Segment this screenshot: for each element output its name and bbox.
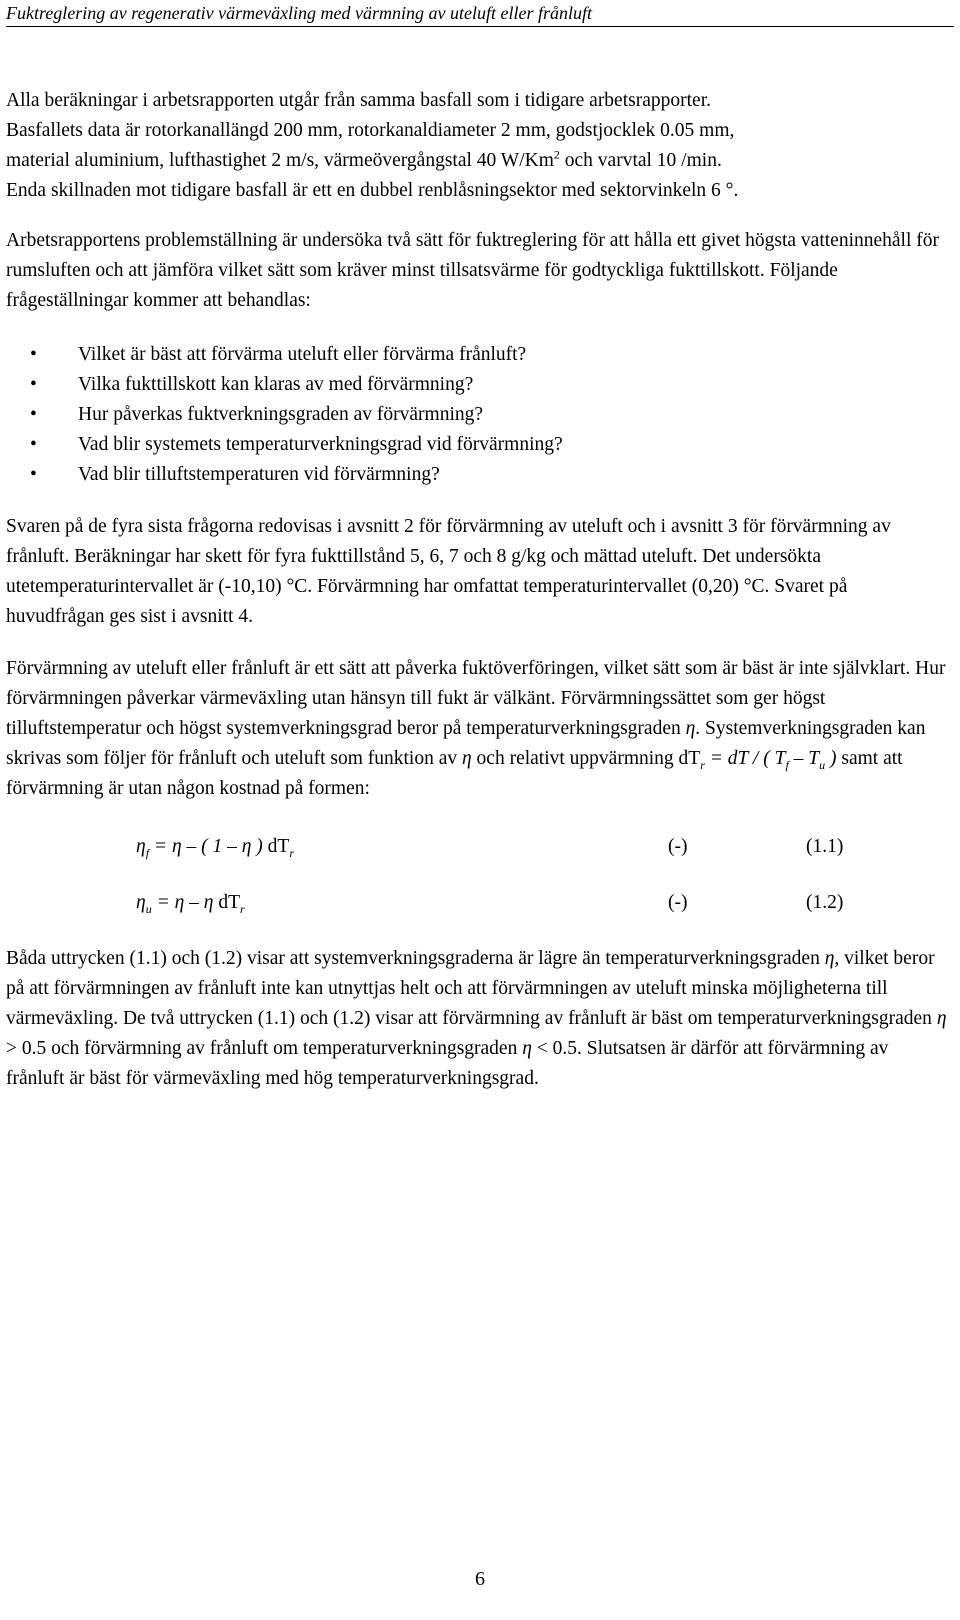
subscript: f <box>785 757 789 772</box>
intro-text: och varvtal 10 /min. <box>559 150 722 171</box>
answers-paragraph: Svaren på de fyra sista frågorna redovisas i avsnitt 2 för förvärmning av uteluft och i avsnitt 3 för förvärmning av frånluft. Beräkningar har skett för fyra fukttillstånd 5, 6, 7 och 8 g/kg och mättad uteluft. Det undersökta utetemperaturintervallet är (-10,10) °C. Förvärmning har omfattat temperaturintervallet (0,20) °C. Svaret på huvudfrågan ges sist i avsnitt 4. <box>6 516 891 627</box>
text-run: . Systemverkningsgraden kan skrivas som följer för frånluft och uteluft som funktion av <box>6 718 926 769</box>
eta-symbol: η <box>461 748 472 769</box>
intro-text: material aluminium, lufthastighet 2 m/s, värmeövergångstal 40 W/Km <box>6 150 554 171</box>
conclusion-paragraph <box>6 944 950 1094</box>
text-run: < 0.5. Slutsatsen är därför att förvärmning av frånluft är bäst för värmeväxling med hög temperaturverkningsgrad. <box>6 1038 889 1089</box>
subscript: u <box>819 757 826 772</box>
text-run: > 0.5 och förvärmning av frånluft om temperaturverkningsgraden <box>6 1038 523 1059</box>
text-run: samt att förvärmning är utan någon kostnad på formen: <box>6 748 903 799</box>
equation-number: (1.1) <box>806 836 844 857</box>
equation-unit: (-) <box>668 836 688 857</box>
bullet-icon: • <box>30 464 37 485</box>
eta-symbol: η <box>685 718 696 739</box>
page-body <box>6 86 950 1094</box>
eta-symbol: η <box>824 948 835 969</box>
list-item <box>6 400 950 430</box>
equation-1-2 <box>6 888 950 944</box>
bullet-icon: • <box>30 374 37 395</box>
inline-formula: = dT / ( T <box>704 748 786 769</box>
bullet-icon: • <box>30 344 37 365</box>
bullet-icon: • <box>30 434 37 455</box>
intro-line: Alla beräkningar i arbetsrapporten utgår från samma basfall som i tidigare arbetsrapporter. <box>6 90 711 111</box>
equation-1-1 <box>6 832 950 888</box>
page-number: 6 <box>475 1568 485 1590</box>
intro-line <box>6 146 950 176</box>
problem-paragraph: Arbetsrapportens problemställning är undersöka två sätt för fuktreglering för att hålla ett givet högsta vatteninnehåll för rumsluften och att jämföra vilket sätt som kräver minst tillsatsvärme för godtyckliga fukttillskott. Följande frågeställningar kommer att behandlas: <box>6 230 940 311</box>
list-item <box>6 430 950 460</box>
list-item-text: Vad blir tilluftstemperaturen vid förvärmning? <box>78 464 440 485</box>
intro-line: Basfallets data är rotorkanallängd 200 mm, rotorkanaldiameter 2 mm, godstjocklek 0.05 mm, <box>6 120 735 141</box>
preheat-paragraph <box>6 654 950 804</box>
subscript: r <box>700 757 705 772</box>
intro-line: Enda skillnaden mot tidigare basfall är ett en dubbel renblåsningsektor med sektorvinkeln 6 °. <box>6 180 739 201</box>
text-run: Båda uttrycken (1.1) och (1.2) visar att systemverkningsgraderna är lägre än temperaturverkningsgraden <box>6 948 825 969</box>
equation-formula: $\eta_u = \eta - \eta$ $dT_r$ <box>136 892 245 916</box>
list-item-text: Hur påverkas fuktverkningsgraden av förvärmning? <box>78 404 484 425</box>
eta-symbol: η <box>522 1038 532 1059</box>
list-item-text: Vilka fukttillskott kan klaras av med förvärmning? <box>78 374 474 395</box>
text-run: , vilket beror på att förvärmningen av frånluft inte kan utnyttjas helt och att förvärmningen av uteluft minska möjligheterna till värmeväxling. De två uttrycken (1.1) och (1.2) visar att förvärmning av frånluft är bäst om temperaturverkningsgraden <box>6 948 937 1029</box>
intro-paragraph <box>6 86 950 206</box>
dt-symbol: dT <box>678 748 701 769</box>
bullet-icon: • <box>30 404 37 425</box>
inline-formula: ) <box>825 748 837 769</box>
equation-unit: (-) <box>668 892 688 913</box>
list-item <box>6 340 950 370</box>
question-list <box>6 340 950 490</box>
running-header <box>6 2 954 27</box>
list-item <box>6 370 950 400</box>
superscript: 2 <box>553 147 560 162</box>
header-title: Fuktreglering av regenerativ värmeväxling med värmning av uteluft eller frånluft <box>6 3 593 23</box>
equation-number: (1.2) <box>806 892 844 913</box>
inline-formula: – T <box>788 748 820 769</box>
eta-symbol: η <box>936 1008 947 1029</box>
equation-formula: $\eta_f = \eta$ – ( 1 – η ) $dT_r$ <box>136 836 294 860</box>
list-item-text: Vilket är bäst att förvärma uteluft eller förvärma frånluft? <box>78 344 527 365</box>
list-item-text: Vad blir systemets temperaturverkningsgrad vid förvärmning? <box>78 434 563 455</box>
text-run: Förvärmning av uteluft eller frånluft är ett sätt att påverka fuktöverföringen, vilket sätt som är bäst är inte självklart. Hur förvärmningen påverkar värmeväxling utan hänsyn till fukt är välkänt. Förvärmningssättet som ger högst tilluftstemperatur och högst systemverkningsgrad beror på temperaturverkningsgraden <box>6 658 946 739</box>
text-run: och relativt uppvärmning <box>471 748 679 769</box>
list-item <box>6 460 950 490</box>
